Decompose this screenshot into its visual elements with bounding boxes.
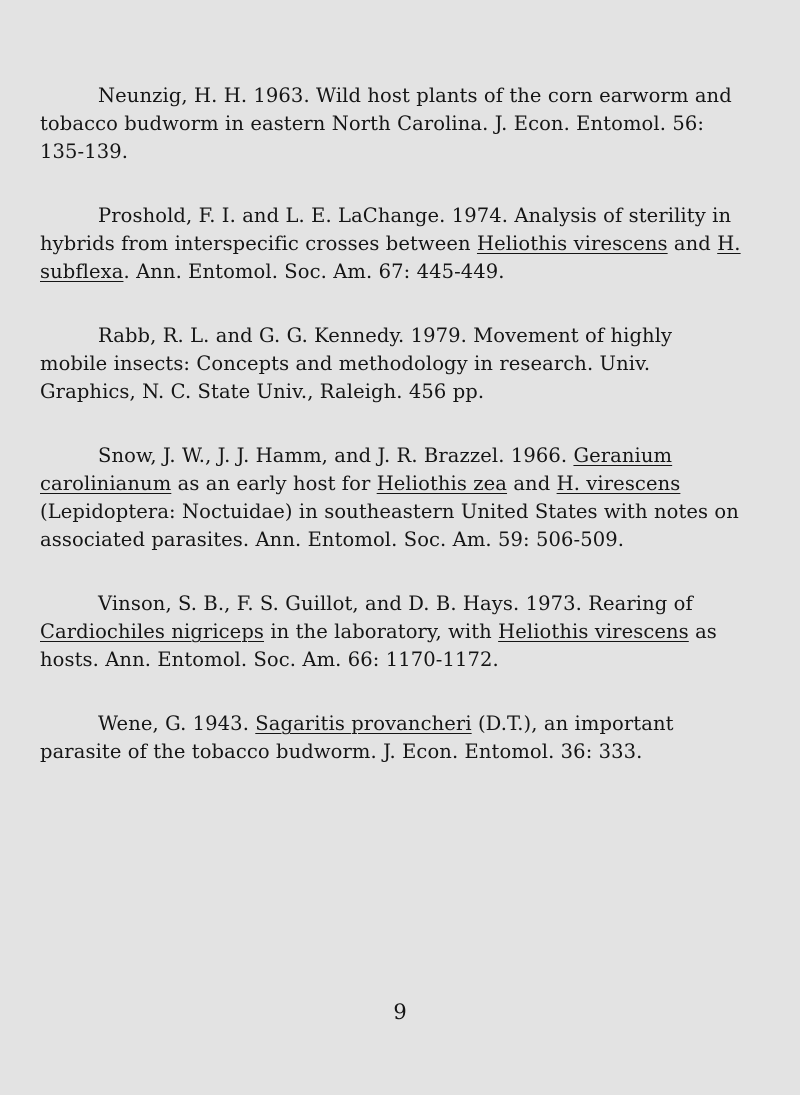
species-name: H. subflexa [40, 232, 741, 283]
species-name: H. virescens [556, 472, 681, 495]
reference-entry [40, 322, 742, 406]
reference-entry [40, 82, 742, 166]
species-name: Cardiochiles nigriceps [40, 620, 265, 643]
reference-text: (D.T.), an important parasite of the tobacco budworm. J. Econ. Entomol. 36: 333. [40, 712, 674, 763]
reference-list [40, 82, 742, 766]
reference-text: Snow, J. W., J. J. Hamm, and J. R. Brazzel. 1966. [98, 444, 574, 467]
reference-text: as an early host for [171, 472, 377, 495]
reference-text: Wene, G. 1943. [98, 712, 256, 735]
reference-text: and [507, 472, 557, 495]
reference-entry [40, 590, 742, 674]
reference-text: Neunzig, H. H. 1963. Wild host plants of the corn earworm and tobacco budworm in eastern North Carolina. J. Econ. Entomol. 56: 135-139. [40, 84, 732, 163]
species-name: Sagaritis provancheri [255, 712, 472, 735]
reference-entry [40, 202, 742, 286]
species-name: Heliothis virescens [498, 620, 689, 643]
reference-text: (Lepidoptera: Noctuidae) in southeastern United States with notes on associated parasites. Ann. Entomol. Soc. Am. 59: 506-509. [40, 500, 739, 551]
reference-text: in the laboratory, with [264, 620, 499, 643]
species-name: Heliothis virescens [476, 232, 668, 255]
reference-entry [40, 710, 742, 766]
species-name: Heliothis zea [376, 472, 508, 495]
reference-text: Rabb, R. L. and G. G. Kennedy. 1979. Movement of highly mobile insects: Concepts and methodology in research. Univ. Graphics, N. C. State Univ., Raleigh. 456 pp. [40, 324, 673, 403]
reference-text: and [667, 232, 718, 255]
reference-entry [40, 442, 742, 554]
reference-text: . Ann. Entomol. Soc. Am. 67: 445-449. [123, 260, 505, 283]
page-number: 9 [393, 1000, 407, 1024]
reference-text: Proshold, F. I. and L. E. LaChange. 1974. Analysis of sterility in hybrids from interspecific crosses between [40, 204, 732, 255]
species-name: Geranium carolinianum [40, 444, 673, 495]
reference-text: as hosts. Ann. Entomol. Soc. Am. 66: 1170-1172. [40, 620, 717, 671]
reference-text: Vinson, S. B., F. S. Guillot, and D. B. Hays. 1973. Rearing of [98, 592, 693, 615]
